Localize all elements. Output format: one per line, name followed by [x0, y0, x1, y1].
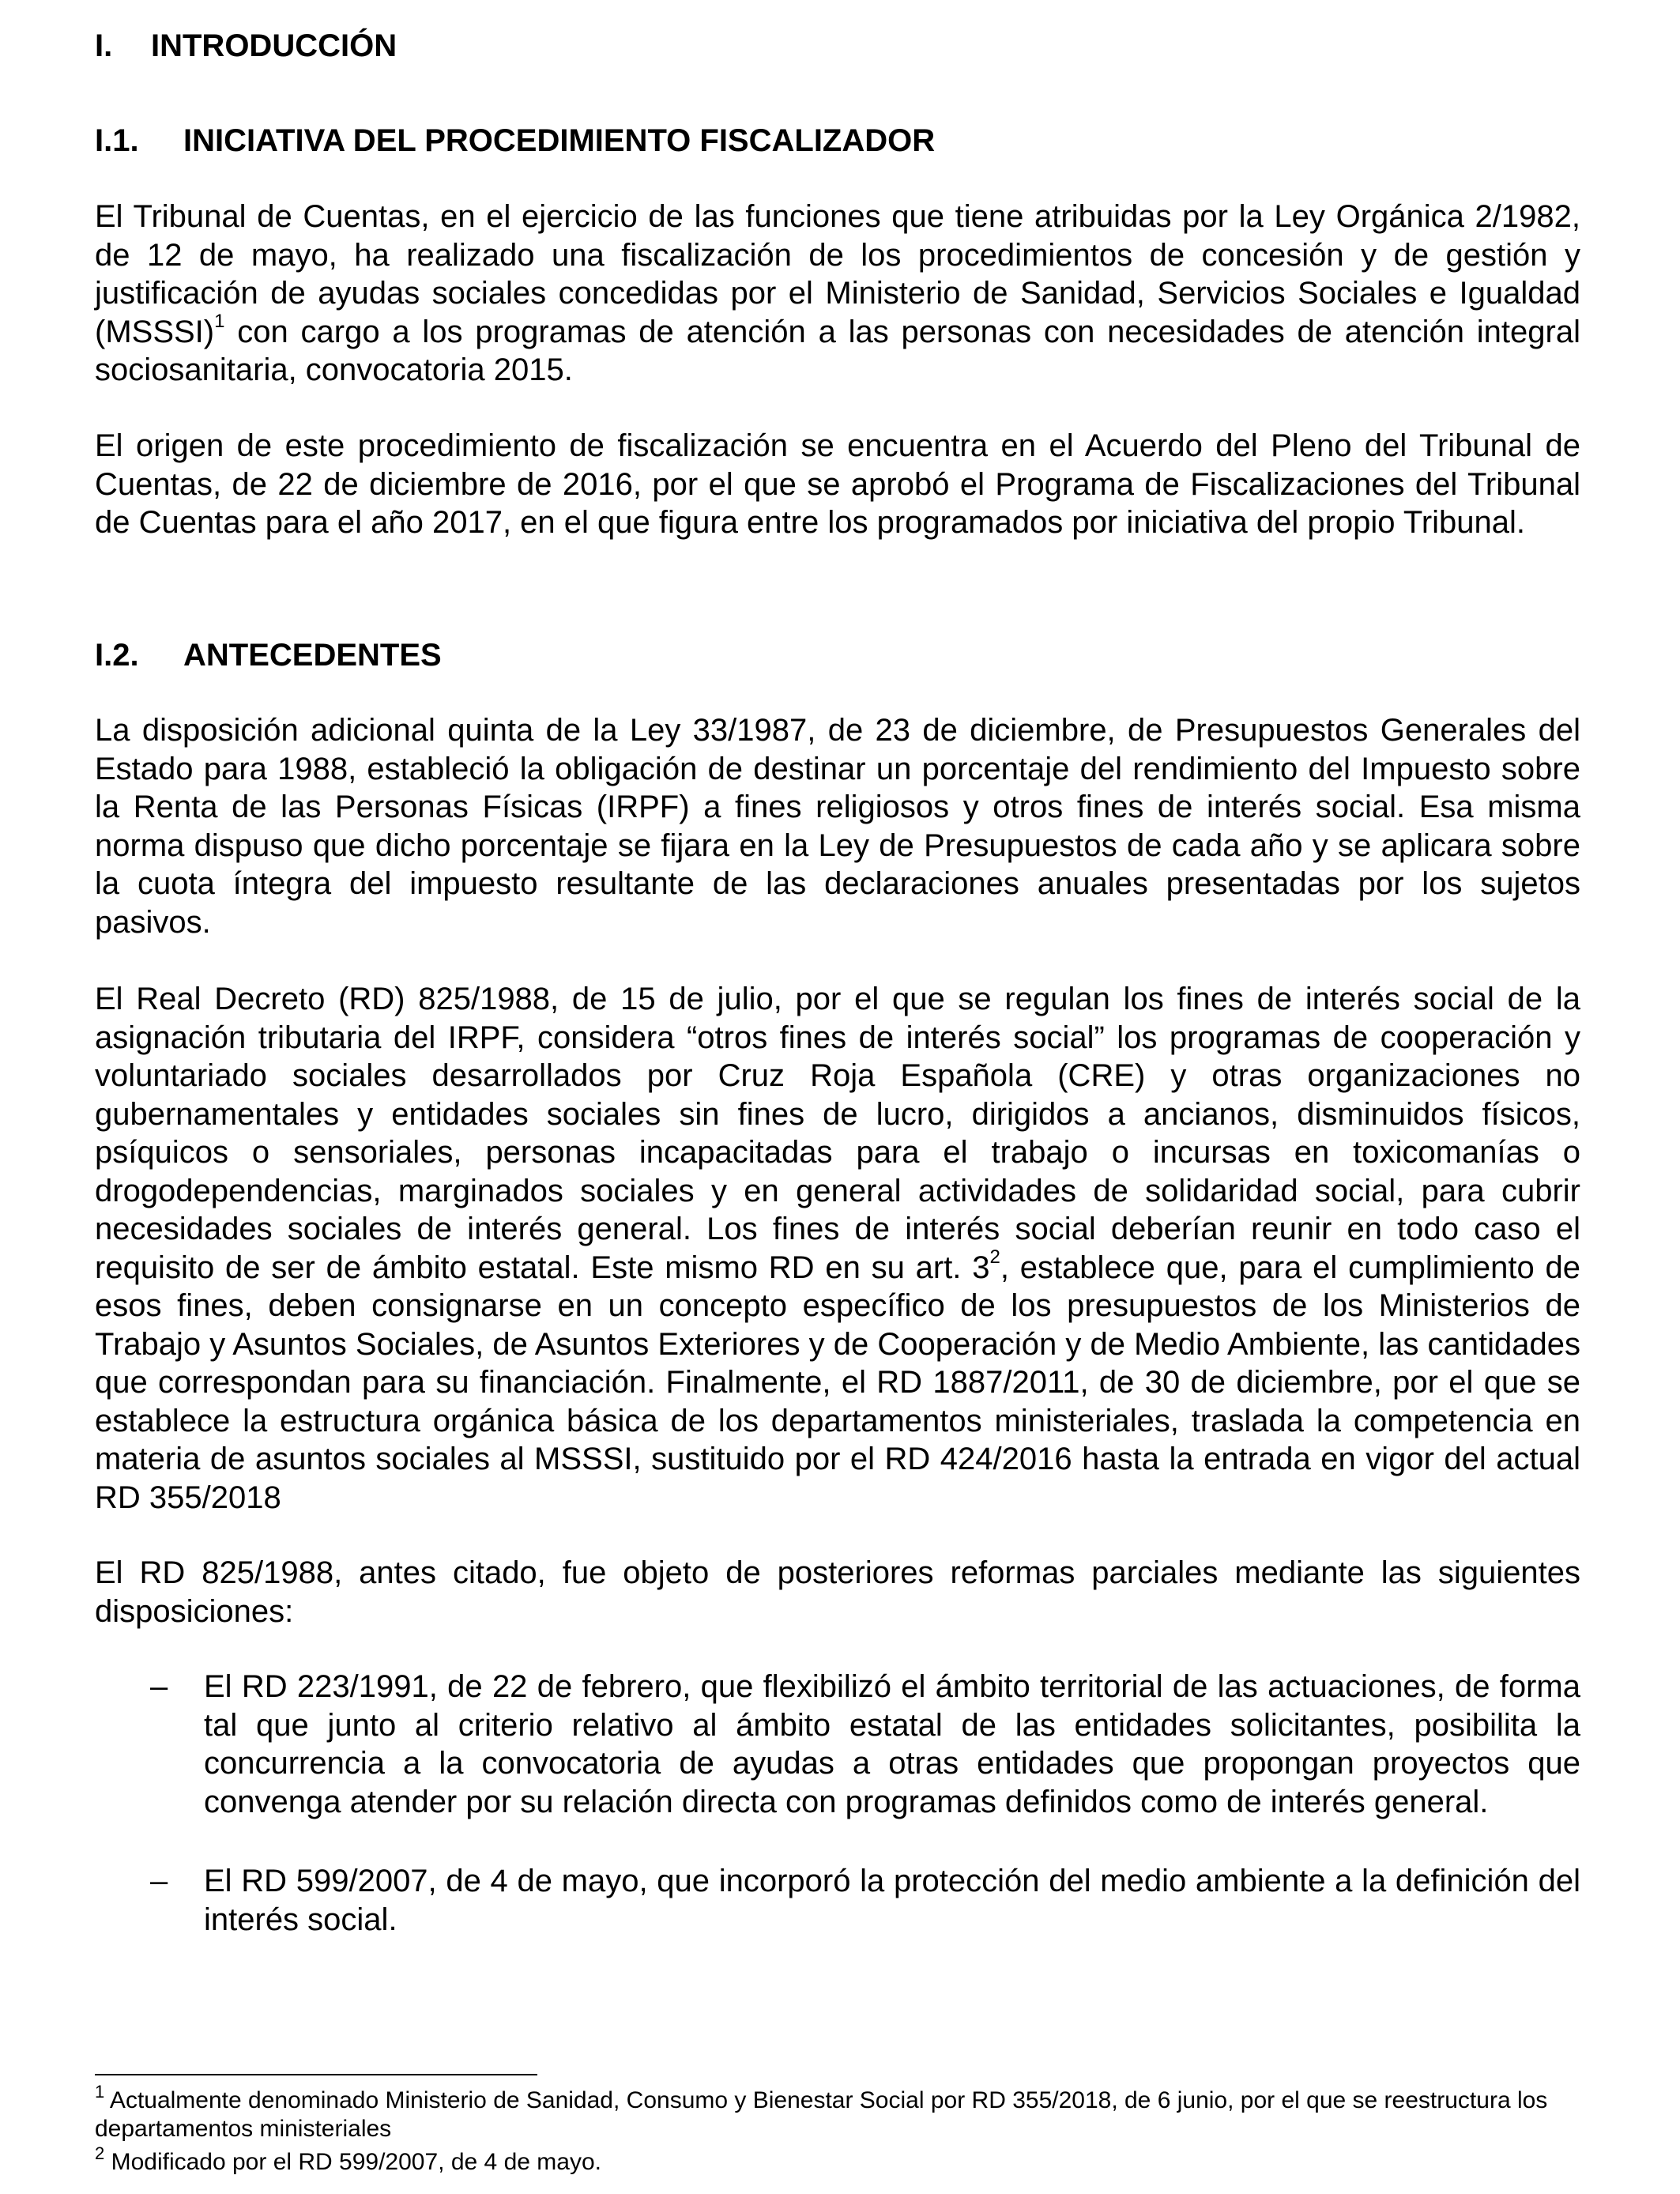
paragraph-text: El Tribunal de Cuentas, en el ejercicio de las funciones que tiene atribuidas por la Ley Orgánica 2/1982, de 12 de mayo, ha realizado una fiscalización de los procedimientos de concesión y de gestión y justificación de ayudas sociales concedidas por el Ministerio de Sanidad, Servicios Sociales e Igualdad (MSSSI): [95, 199, 1580, 349]
heading-number: I.2.: [95, 638, 139, 673]
heading-antecedentes: [95, 636, 442, 674]
paragraph-iniciativa-1: [95, 198, 1580, 390]
footnote-text: Actualmente denominado Ministerio de Sanidad, Consumo y Bienestar Social por RD 355/2018, de 6 junio, por el que se reestructura los departamentos ministeriales: [95, 2087, 1548, 2142]
heading-introduccion: [95, 27, 397, 65]
heading-title: INICIATIVA DEL PROCEDIMIENTO FISCALIZADOR: [183, 123, 936, 158]
footnote-number: 1: [95, 2082, 105, 2102]
dash-bullet: –: [150, 1864, 168, 1898]
footnote-separator: [95, 2074, 537, 2075]
footnote-ref-2[interactable]: 2: [989, 1246, 1000, 1269]
paragraph-antecedentes-2: [95, 980, 1580, 1517]
list-item-text: El RD 223/1991, de 22 de febrero, que flexibilizó el ámbito territorial de las actuaciones, de forma tal que junto al criterio relativo al ámbito estatal de las entidades solicitantes, posibilita la concurrencia a la convocatoria de ayudas a otras entidades que propongan proyectos que convenga atender por su relación directa con programas definidos como de interés general.: [204, 1669, 1580, 1819]
footnote-ref-1[interactable]: 1: [214, 311, 225, 333]
footnote-text: Modificado por el RD 599/2007, de 4 de mayo.: [104, 2149, 601, 2175]
dash-bullet: –: [150, 1669, 168, 1704]
paragraph-antecedentes-1: La disposición adicional quinta de la Ley 33/1987, de 23 de diciembre, de Presupuestos Generales del Estado para 1988, estableció la obligación de destinar un porcentaje del rendimiento del Impuesto sobre la Renta de las Personas Físicas (IRPF) a fines religiosos y otros fines de interés social. Esa misma norma dispuso que dicho porcentaje se fijara en la Ley de Presupuestos de cada año y se aplicara sobre la cuota íntegra del impuesto resultante de las declaraciones anuales presentadas por los sujetos pasivos.: [95, 713, 1580, 940]
list-item: [95, 1862, 1580, 1939]
paragraph-iniciativa-2: El origen de este procedimiento de fiscalización se encuentra en el Acuerdo del Pleno del Tribunal de Cuentas, de 22 de diciembre de 2016, por el que se aprobó el Programa de Fiscalizaciones del Tribunal de Cuentas para el año 2017, en el que figura entre los programados por iniciativa del propio Tribunal.: [95, 428, 1580, 540]
heading-title: ANTECEDENTES: [183, 638, 442, 673]
heading-number: I.: [95, 28, 113, 63]
list-item-text: El RD 599/2007, de 4 de mayo, que incorporó la protección del medio ambiente a la definición del interés social.: [204, 1864, 1580, 1937]
heading-title: INTRODUCCIÓN: [151, 28, 397, 63]
footnote-2: [95, 2143, 1580, 2177]
heading-iniciativa: [95, 122, 935, 160]
list-item: [95, 1668, 1580, 1821]
paragraph-antecedentes-3: El RD 825/1988, antes citado, fue objeto de posteriores reformas parciales mediante las siguientes disposiciones:: [95, 1555, 1580, 1629]
paragraph-text: con cargo a los programas de atención a las personas con necesidades de atención integral sociosanitaria, convocatoria 2015.: [95, 314, 1580, 387]
paragraph-text: El Real Decreto (RD) 825/1988, de 15 de julio, por el que se regulan los fines de interés social de la asignación tributaria del IRPF, considera “otros fines de interés social” los programas de cooperación y voluntariado sociales desarrollados por Cruz Roja Española (CRE) y otras organizaciones no gubernamentales y entidades sociales sin fines de lucro, dirigidos a ancianos, disminuidos físicos, psíquicos o sensoriales, personas incapacitadas para el trabajo o incursas en toxicomanías o drogodependencias, marginados sociales y en general actividades de solidaridad social, para cubrir necesidades sociales de interés general. Los fines de interés social deberían reunir en todo caso el requisito de ser de ámbito estatal. Este mismo RD en su art. 3: [95, 982, 1580, 1285]
footnote-1: [95, 2082, 1580, 2143]
footnote-number: 2: [95, 2143, 105, 2163]
heading-number: I.1.: [95, 123, 139, 158]
paragraph-text: , establece que, para el cumplimiento de esos fines, deben consignarse en un concepto específico de los presupuestos de los Ministerios de Trabajo y Asuntos Sociales, de Asuntos Exteriores y de Cooperación y de Medio Ambiente, las cantidades que correspondan para su financiación. Finalmente, el RD 1887/2011, de 30 de diciembre, por el que se establece la estructura orgánica básica de los departamentos ministeriales, traslada la competencia en materia de asuntos sociales al MSSSI, sustituido por el RD 424/2016 hasta la entrada en vigor del actual RD 355/2018: [95, 1250, 1580, 1515]
